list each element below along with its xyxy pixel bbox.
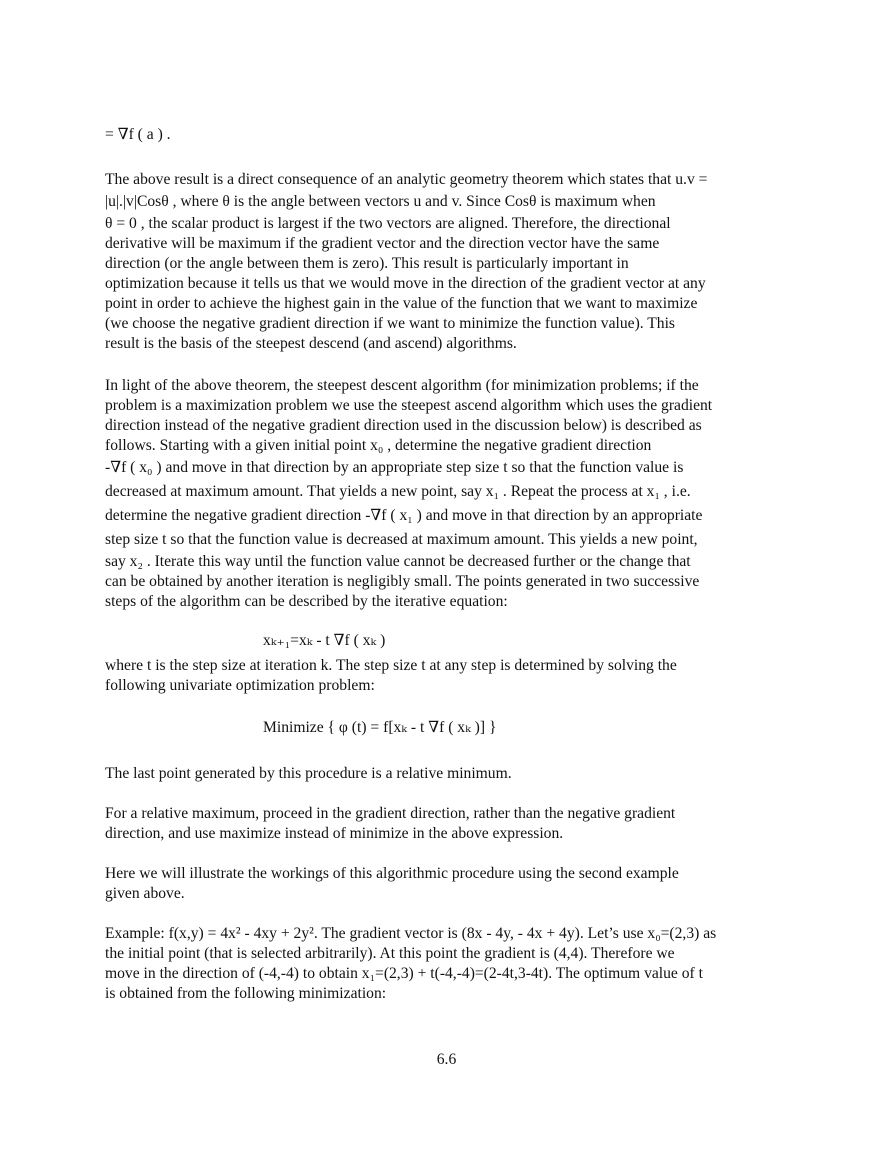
text-line: where t is the step size at iteration k. The step size t at any step is determined by solving the [105, 657, 677, 674]
text-line: point in order to achieve the highest gain in the value of the function that we want to maximize [105, 295, 698, 312]
paragraph-relative-maximum [105, 804, 793, 844]
text-line: result is the basis of the steepest descend (and ascend) algorithms. [105, 335, 517, 352]
text-line: the initial point (that is selected arbitrarily). At this point the gradient is (4,4). Therefore we [105, 945, 675, 962]
text-line: optimization because it tells us that we would move in the direction of the gradient vector at any [105, 275, 706, 292]
page-number: 6.6 [436, 1051, 457, 1068]
text-line: θ = 0 , the scalar product is largest if the two vectors are aligned. Therefore, the directional [105, 215, 671, 232]
text-line: following univariate optimization problem: [105, 677, 375, 694]
text-line: direction instead of the negative gradient direction used in the discussion below) is described as [105, 417, 702, 434]
text-line: step size t so that the function value is decreased at maximum amount. This yields a new point, [105, 531, 698, 548]
text-line: problem is a maximization problem we use the steepest ascend algorithm which uses the gradient [105, 397, 713, 414]
text-line: say x₂ . Iterate this way until the function value cannot be decreased further or the change that [105, 553, 691, 570]
text-line: |u|.|v|Cosθ , where θ is the angle between vectors u and v. Since Cosθ is maximum when [105, 193, 656, 210]
paragraph-aligned-vectors [105, 170, 793, 354]
text-line: move in the direction of (-4,-4) to obtain x₁=(2,3) + t(-4,-4)=(2-4t,3-4t). The optimum value of t [105, 965, 703, 982]
text-line: follows. Starting with a given initial point x₀ , determine the negative gradient direction [105, 437, 652, 454]
iterative-equation [263, 631, 763, 651]
minimize-equation [263, 718, 763, 738]
text-line: can be obtained by another iteration is negligibly small. The points generated in two successive [105, 573, 700, 590]
text-line: Here we will illustrate the workings of this algorithmic procedure using the second example [105, 865, 679, 882]
text-line: The above result is a direct consequence of an analytic geometry theorem which states that u.v = [105, 171, 708, 188]
equation-text: Minimize { φ (t) = f[xₖ - t ∇f ( xₖ )] } [263, 719, 497, 736]
equation-continuation [105, 125, 793, 145]
text-line: The last point generated by this procedure is a relative minimum. [105, 765, 512, 782]
text-line: Example: f(x,y) = 4x² - 4xy + 2y². The gradient vector is (8x - 4y, - 4x + 4y). Let’s use x₀=(2,3) as [105, 925, 717, 942]
text-line: derivative will be maximum if the gradient vector and the direction vector have the same [105, 235, 660, 252]
text-line: determine the negative gradient direction -∇f ( x₁ ) and move in that direction by an appropriate [105, 507, 703, 524]
text-line: direction, and use maximize instead of minimize in the above expression. [105, 825, 564, 842]
paragraph-steepest-descent [105, 376, 793, 612]
text-line: -∇f ( x₀ ) and move in that direction by an appropriate step size t so that the function value is [105, 459, 684, 476]
text-line: decreased at maximum amount. That yields a new point, say x₁ . Repeat the process at x₁ , i.e. [105, 483, 691, 500]
paragraph-step-size [105, 656, 793, 696]
text-line: given above. [105, 885, 185, 902]
equation-text: xₖ₊₁=xₖ - t ∇f ( xₖ ) [263, 632, 386, 649]
text-line: (we choose the negative gradient direction if we want to minimize the function value). This [105, 315, 676, 332]
text-line: For a relative maximum, proceed in the gradient direction, rather than the negative gradient [105, 805, 676, 822]
paragraph-illustration [105, 864, 793, 904]
text-line: direction (or the angle between them is zero). This result is particularly important in [105, 255, 629, 272]
text-line: steps of the algorithm can be described by the iterative equation: [105, 593, 508, 610]
text-line: = ∇f ( a ) . [105, 126, 171, 143]
text-line: In light of the above theorem, the steepest descent algorithm (for minimization problems; if the [105, 377, 699, 394]
text-line: is obtained from the following minimization: [105, 985, 387, 1002]
paragraph-relative-minimum [105, 764, 793, 784]
paragraph-example [105, 924, 793, 1004]
